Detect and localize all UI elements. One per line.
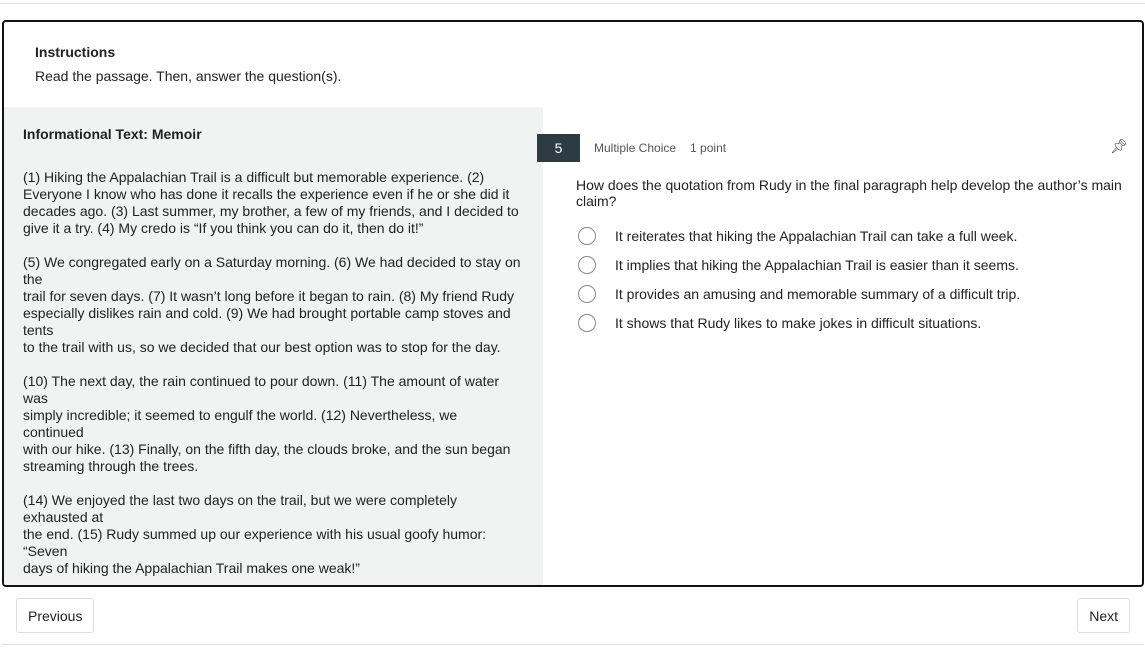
passage-line: “Seven: [23, 543, 68, 559]
passage-title: Informational Text: Memoir: [23, 126, 202, 142]
next-button[interactable]: Next: [1077, 598, 1130, 633]
answer-options: [578, 221, 1142, 337]
passage-line: the end. (15) Rudy summed up our experience with his usual goofy humor:: [23, 526, 487, 542]
passage-line: exhausted at: [23, 509, 104, 525]
answer-option[interactable]: [578, 221, 1142, 250]
passage-line: with our hike. (13) Finally, on the fifth day, the clouds broke, and the sun began: [23, 441, 511, 457]
passage-paragraph: [23, 492, 524, 577]
passage-paragraph: [23, 254, 524, 356]
question-number: 5: [537, 134, 580, 162]
passage-line: streaming through the trees.: [23, 458, 199, 474]
passage-line: especially dislikes rain and cold. (9) We had brought portable camp stoves and: [23, 305, 511, 321]
passage-line: decades ago. (3) Last summer, my brother, a few of my friends, and I decided to: [23, 203, 519, 219]
radio-button[interactable]: [578, 285, 596, 303]
passage-line: trail for seven days. (7) It wasn’t long before it began to rain. (8) My friend Rudy: [23, 288, 515, 304]
bottom-divider: [2, 644, 1144, 645]
passage-line: to the trail with us, so we decided that our best option was to stop for the day.: [23, 339, 501, 355]
passage-line: was: [23, 390, 48, 406]
question-pane: [543, 107, 1142, 585]
passage-pane: [4, 107, 543, 585]
radio-button[interactable]: [578, 314, 596, 332]
passage-line: days of hiking the Appalachian Trail makes one weak!”: [23, 560, 360, 576]
question-card: [2, 20, 1144, 587]
answer-option-label: It reiterates that hiking the Appalachian Trail can take a full week.: [615, 227, 1018, 244]
radio-button[interactable]: [578, 227, 596, 245]
passage-line: continued: [23, 424, 84, 440]
pin-icon[interactable]: 📌︎: [1110, 138, 1128, 154]
passage-line: (1) Hiking the Appalachian Trail is a difficult but memorable experience. (2): [23, 169, 485, 185]
top-divider: [0, 3, 1145, 4]
instructions-title: Instructions: [35, 44, 116, 60]
answer-option-label: It provides an amusing and memorable summary of a difficult trip.: [615, 285, 1021, 302]
passage-line: Everyone I know who has done it recalls the experience even if he or she did it: [23, 186, 510, 202]
passage-paragraph: [23, 169, 524, 237]
answer-option[interactable]: [578, 279, 1142, 308]
instructions-text: Read the passage. Then, answer the question(s).: [35, 68, 342, 84]
radio-button[interactable]: [578, 256, 596, 274]
passage-line: simply incredible; it seemed to engulf the world. (12) Nevertheless, we: [23, 407, 458, 423]
answer-option[interactable]: [578, 250, 1142, 279]
previous-button[interactable]: Previous: [16, 598, 94, 633]
passage-line: tents: [23, 322, 54, 338]
answer-option-label: It shows that Rudy likes to make jokes in difficult situations.: [615, 314, 982, 331]
answer-option-label: It implies that hiking the Appalachian Trail is easier than it seems.: [615, 256, 1019, 273]
passage-line: (14) We enjoyed the last two days on the trail, but we were completely: [23, 492, 457, 508]
instructions: [4, 22, 1142, 107]
passage-line: give it a try. (4) My credo is “If you think you can do it, then do it!”: [23, 220, 424, 236]
passage-line: (10) The next day, the rain continued to pour down. (11) The amount of water: [23, 373, 500, 389]
passage-line: the: [23, 271, 43, 287]
answer-option[interactable]: [578, 308, 1142, 337]
question-points: 1 point: [690, 141, 727, 155]
question-type: Multiple Choice: [594, 141, 677, 155]
passage-line: (5) We congregated early on a Saturday morning. (6) We had decided to stay on: [23, 254, 521, 270]
question-text: How does the quotation from Rudy in the final paragraph help develop the author’s main claim?: [576, 177, 1122, 209]
passage-paragraph: [23, 373, 524, 475]
